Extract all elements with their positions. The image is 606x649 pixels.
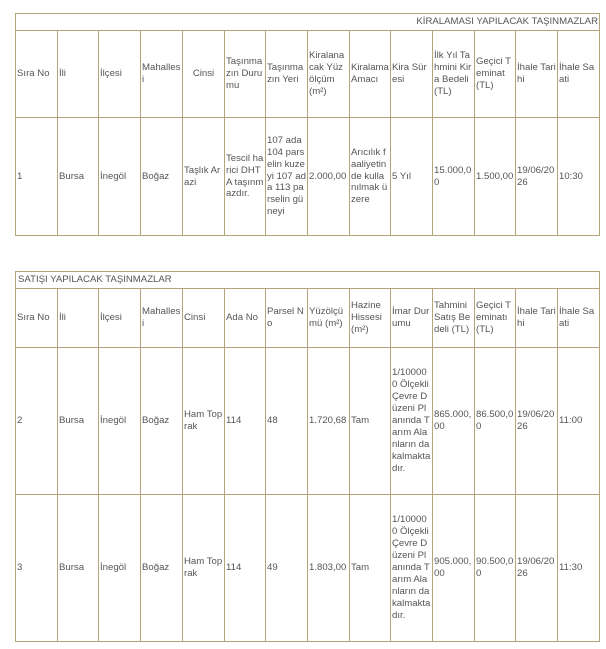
header-tasinmazin-yeri: Taşınmazın Yeri (266, 31, 308, 118)
rental-table-title: KİRALAMASI YAPILACAK TAŞINMAZLAR (16, 14, 600, 31)
header-ihale-saati: İhale Saati (558, 31, 600, 118)
cell-ilce: İnegöl (99, 348, 141, 495)
cell-gecici-teminat: 90.500,00 (475, 495, 516, 642)
cell-hazine-hissesi: Tam (350, 348, 391, 495)
sale-header-row (16, 289, 600, 348)
header-yuzolcum: Yüzölçümü (m²) (308, 289, 350, 348)
header-tasinmazin-durumu: Taşınmazın Durumu (225, 31, 266, 118)
table-row (16, 118, 600, 236)
cell-ihale-saati: 10:30 (558, 118, 600, 236)
cell-tahmini-bedel: 905.000,00 (433, 495, 475, 642)
cell-gecici-teminat: 86.500,00 (475, 348, 516, 495)
table-row (16, 348, 600, 495)
header-gecici-teminat: Geçici Teminatı (TL) (475, 289, 516, 348)
table-row (16, 495, 600, 642)
cell-ilce: İnegöl (99, 495, 141, 642)
cell-sira-no: 2 (16, 348, 58, 495)
header-ilce: İlçesi (99, 289, 141, 348)
header-cinsi: Cinsi (183, 31, 225, 118)
header-imar-durumu: İmar Durumu (391, 289, 433, 348)
header-mahalle: Mahallesi (141, 31, 183, 118)
header-gecici-teminat: Geçici Teminat (TL) (475, 31, 516, 118)
rental-header-row (16, 31, 600, 118)
cell-ihale-saati: 11:30 (558, 495, 600, 642)
cell-hazine-hissesi: Tam (350, 495, 391, 642)
header-sira-no: Sıra No (16, 289, 58, 348)
cell-cinsi: Ham Toprak (183, 495, 225, 642)
cell-cinsi: Ham Toprak (183, 348, 225, 495)
cell-cinsi: Taşlık Arazi (183, 118, 225, 236)
header-ilce: İlçesi (99, 31, 141, 118)
cell-tahmini-bedel: 865.000,00 (433, 348, 475, 495)
sale-table (15, 271, 600, 642)
cell-ihale-saati: 11:00 (558, 348, 600, 495)
header-mahalle: Mahallesi (141, 289, 183, 348)
header-kiralama-amaci: Kiralama Amacı (350, 31, 391, 118)
rental-table (15, 13, 600, 236)
header-hazine-hissesi: Hazine Hissesi (m²) (350, 289, 391, 348)
cell-kiralanacak-yuzolcum: 2.000,00 (308, 118, 350, 236)
cell-tasinmazin-durumu: Tescil harici DHTA taşınmazdır. (225, 118, 266, 236)
cell-kira-suresi: 5 Yıl (391, 118, 433, 236)
cell-imar-durumu: 1/100000 Ölçekli Çevre Düzeni Planında Tarım Alanların da kalmaktadır. (391, 348, 433, 495)
cell-sira-no: 1 (16, 118, 58, 236)
cell-mahalle: Boğaz (141, 348, 183, 495)
header-il: İli (58, 289, 99, 348)
cell-sira-no: 3 (16, 495, 58, 642)
cell-il: Bursa (58, 118, 99, 236)
cell-ilk-yil-bedel: 15.000,00 (433, 118, 475, 236)
header-tahmini-bedel: Tahmini Satış Bedeli (TL) (433, 289, 475, 348)
header-cinsi: Cinsi (183, 289, 225, 348)
header-il: İli (58, 31, 99, 118)
cell-ilce: İnegöl (99, 118, 141, 236)
cell-imar-durumu: 1/100000 Ölçekli Çevre Düzeni Planında Tarım Alanların da kalmaktadır. (391, 495, 433, 642)
cell-ihale-tarihi: 19/06/2026 (516, 495, 558, 642)
cell-il: Bursa (58, 495, 99, 642)
header-sira-no: Sıra No (16, 31, 58, 118)
cell-parsel-no: 48 (266, 348, 308, 495)
cell-mahalle: Boğaz (141, 495, 183, 642)
cell-mahalle: Boğaz (141, 118, 183, 236)
cell-parsel-no: 49 (266, 495, 308, 642)
header-ihale-saati: İhale Saati (558, 289, 600, 348)
header-kiralanacak-yuzolcum: Kiralanacak Yüzölçüm (m²) (308, 31, 350, 118)
sale-table-title: SATIŞI YAPILACAK TAŞINMAZLAR (16, 272, 600, 289)
cell-tasinmazin-yeri: 107 ada 104 parselin kuzeyi 107 ada 113 parselin güneyi (266, 118, 308, 236)
header-ada-no: Ada No (225, 289, 266, 348)
cell-yuzolcum: 1.803,00 (308, 495, 350, 642)
header-kira-suresi: Kira Süresi (391, 31, 433, 118)
header-ilk-yil-bedel: İlk Yıl Tahmini Kira Bedeli (TL) (433, 31, 475, 118)
cell-ada-no: 114 (225, 495, 266, 642)
cell-ada-no: 114 (225, 348, 266, 495)
header-parsel-no: Parsel No (266, 289, 308, 348)
header-ihale-tarihi: İhale Tarihi (516, 289, 558, 348)
cell-gecici-teminat: 1.500,00 (475, 118, 516, 236)
cell-ihale-tarihi: 19/06/2026 (516, 348, 558, 495)
header-ihale-tarihi: İhale Tarihi (516, 31, 558, 118)
cell-ihale-tarihi: 19/06/2026 (516, 118, 558, 236)
cell-il: Bursa (58, 348, 99, 495)
cell-yuzolcum: 1.720,68 (308, 348, 350, 495)
cell-kiralama-amaci: Arıcılık faaliyetinde kullanılmak üzere (350, 118, 391, 236)
